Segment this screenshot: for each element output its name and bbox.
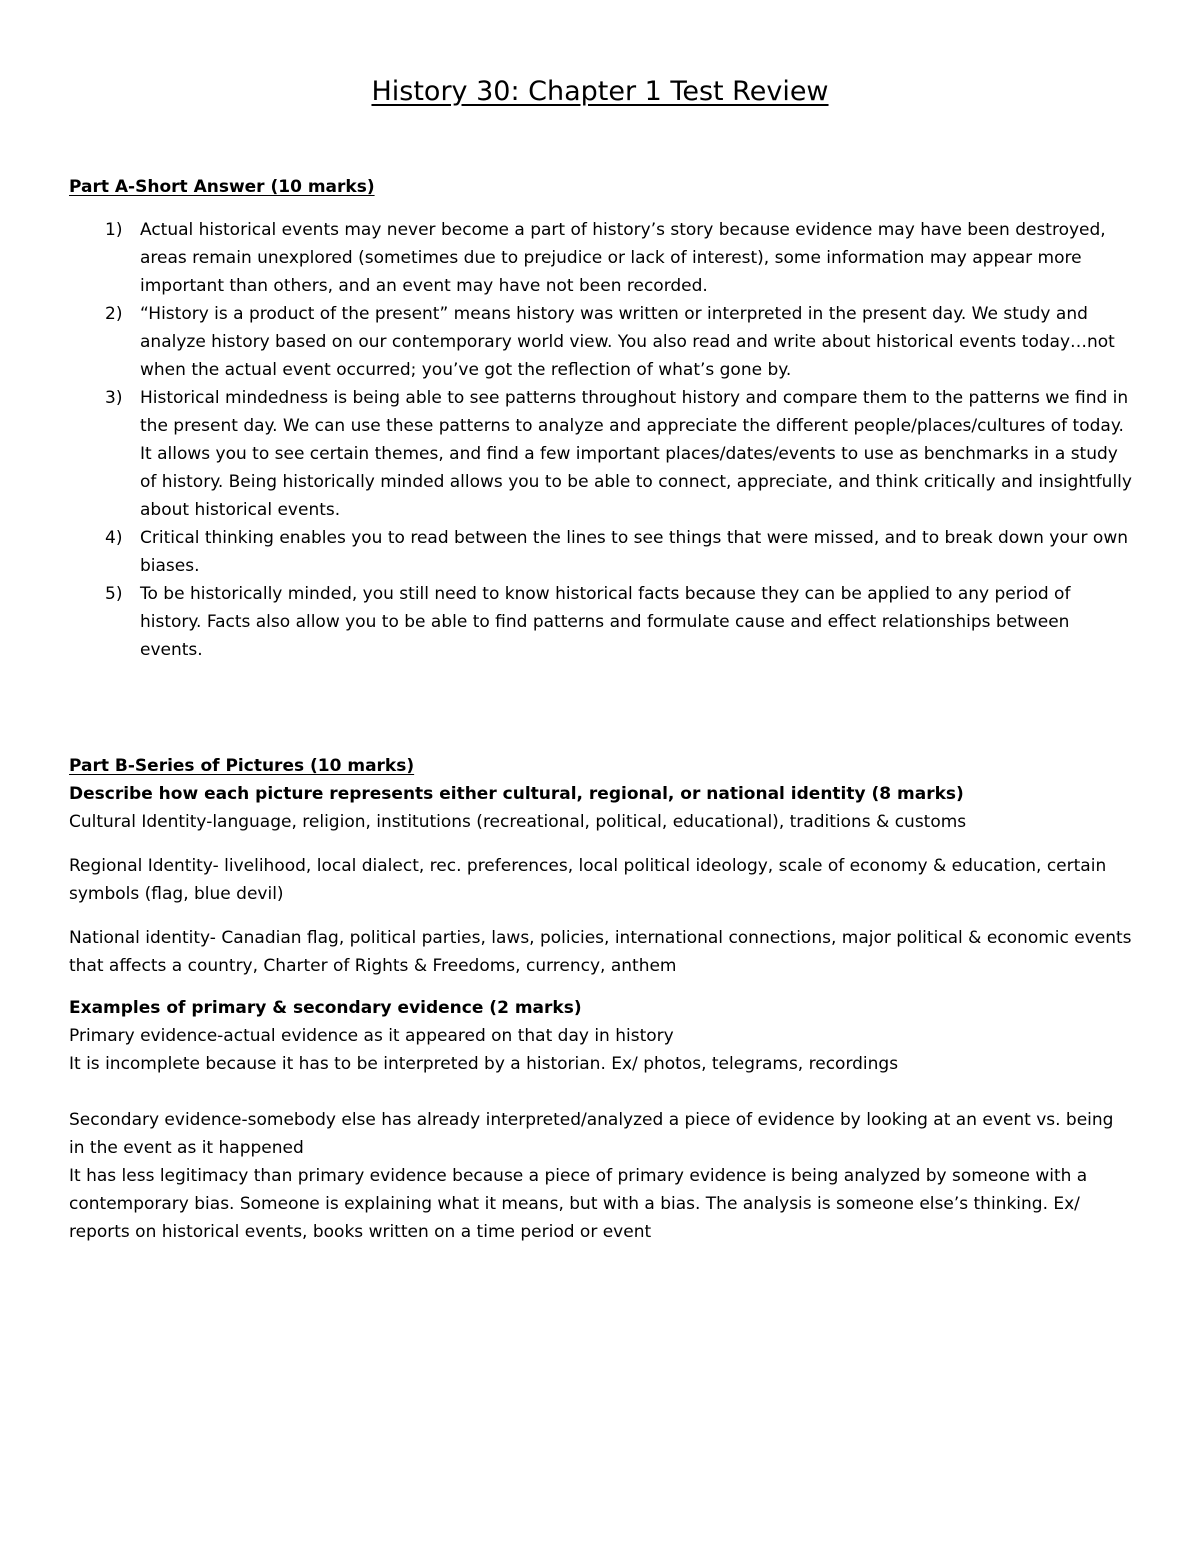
cultural-identity-text: Cultural Identity-language, religion, institutions (recreational, political, educational), traditions & customs <box>69 812 967 832</box>
regional-identity-text: Regional Identity- livelihood, local dialect, rec. preferences, local political ideology, scale of economy & education, certain symbols (flag, blue devil) <box>69 856 1107 904</box>
list-item-text: “History is a product of the present” means history was written or interpreted in the present day. We study and analyze history based on our contemporary world view. You also read and write about historical events today…not when the actual event occurred; you’ve got the reflection of what’s gone by. <box>140 304 1115 380</box>
secondary-evidence-explanation: It has less legitimacy than primary evidence because a piece of primary evidence is being analyzed by someone with a contemporary bias. Someone is explaining what it means, but with a bias. The analysis is someone else’s thinking. Ex/ reports on historical events, books written on a time period or event <box>69 1166 1088 1242</box>
list-item-number: 3) <box>105 388 123 408</box>
part-a-heading: Part A-Short Answer (10 marks) <box>69 177 375 197</box>
secondary-evidence-definition: Secondary evidence-somebody else has already interpreted/analyzed a piece of evidence by looking at an event vs. being in the event as it happened <box>69 1110 1114 1158</box>
list-item-number: 2) <box>105 304 123 324</box>
list-item <box>69 384 1134 524</box>
part-b-heading: Part B-Series of Pictures (10 marks) <box>69 756 415 776</box>
list-item-number: 5) <box>105 584 123 604</box>
primary-evidence-definition: Primary evidence-actual evidence as it appeared on that day in history <box>69 1026 674 1046</box>
list-item <box>69 580 1134 664</box>
primary-evidence-explanation: It is incomplete because it has to be interpreted by a historian. Ex/ photos, telegrams, recordings <box>69 1054 899 1074</box>
list-item-text: Historical mindedness is being able to see patterns throughout history and compare them to the patterns we find in the present day. We can use these patterns to analyze and appreciate the different people/places/cultures of today. It allows you to see certain themes, and find a few important places/dates/events to use as benchmarks in a study of history. Being historically minded allows you to be able to connect, appreciate, and think critically and insightfully about historical events. <box>140 388 1132 520</box>
list-item-text: Actual historical events may never become a part of history’s story because evidence may have been destroyed, areas remain unexplored (sometimes due to prejudice or lack of interest), some information may appear more important than others, and an event may have not been recorded. <box>140 220 1106 296</box>
national-identity-text: National identity- Canadian flag, political parties, laws, policies, international connections, major political & economic events that affects a country, Charter of Rights & Freedoms, currency, anthem <box>69 928 1132 976</box>
list-item-number: 4) <box>105 528 123 548</box>
list-item-text: To be historically minded, you still need to know historical facts because they can be applied to any period of history. Facts also allow you to be able to find patterns and formulate cause and effect relationships between events. <box>140 584 1071 660</box>
list-item-number: 1) <box>105 220 123 240</box>
list-item <box>69 300 1134 384</box>
short-answer-list <box>69 216 1134 664</box>
part-b-subheading: Describe how each picture represents either cultural, regional, or national identity (8 marks) <box>69 784 964 804</box>
examples-heading: Examples of primary & secondary evidence (2 marks) <box>69 998 582 1018</box>
list-item-text: Critical thinking enables you to read between the lines to see things that were missed, and to break down your own biases. <box>140 528 1129 576</box>
list-item <box>69 216 1134 300</box>
page-title: History 30: Chapter 1 Test Review <box>371 76 829 107</box>
list-item <box>69 524 1134 580</box>
